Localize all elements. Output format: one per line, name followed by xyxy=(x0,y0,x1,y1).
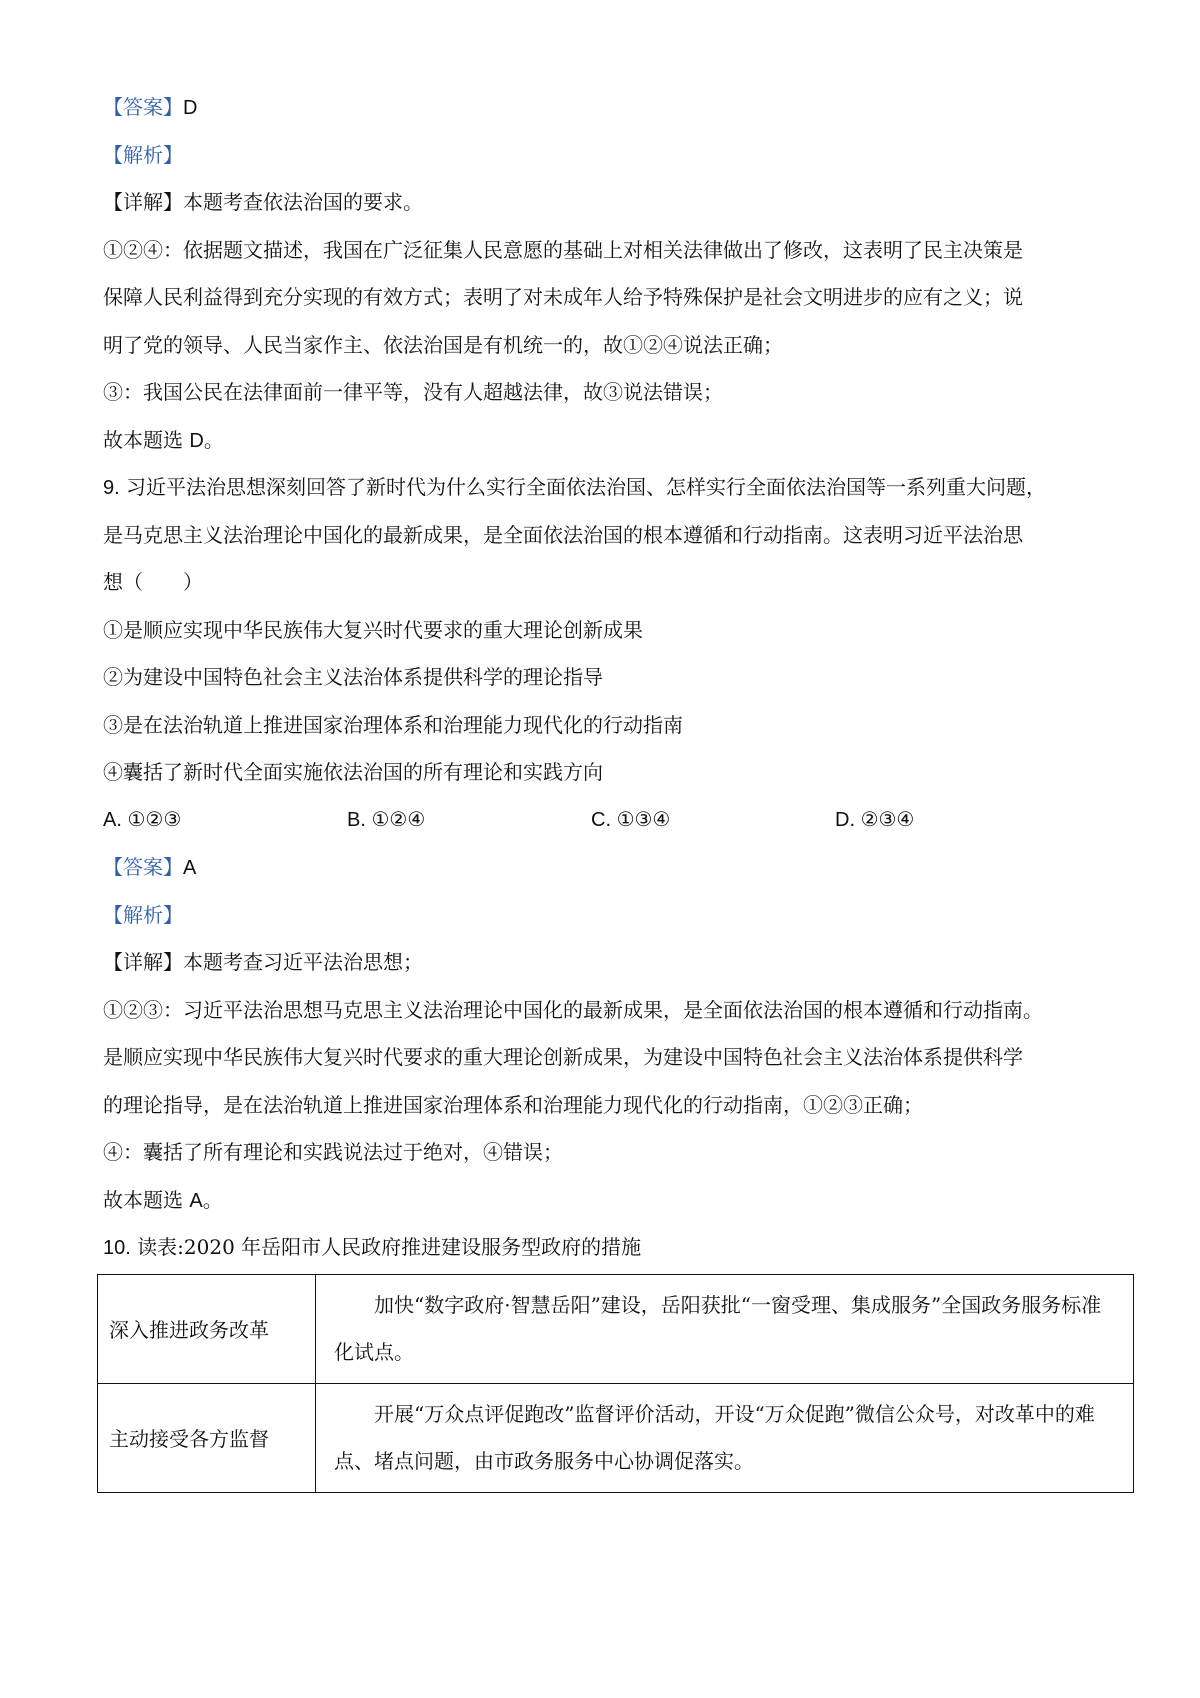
conclusion-end: 。 xyxy=(203,427,224,452)
q9-analysis-line xyxy=(103,892,1143,940)
analysis-tag: 【解析】 xyxy=(103,902,183,927)
detail-text: 本题考查依法治国的要求。 xyxy=(183,190,423,214)
option-text: ①②④ xyxy=(371,808,426,831)
answer-tag: 【答案】 xyxy=(103,95,183,119)
measures-table xyxy=(97,1274,1134,1493)
option-c xyxy=(591,797,835,845)
answer-value: A xyxy=(183,857,197,879)
table-row xyxy=(98,1383,1134,1492)
question-number: 10. xyxy=(103,1237,131,1259)
conclusion-end: 。 xyxy=(202,1187,223,1212)
option-letter: C. xyxy=(591,808,611,831)
stem-text: 习近平法治思想深刻回答了新时代为什么实行全面依法治国、怎样实行全面依法治国等一系列重大问题， xyxy=(126,475,1047,499)
q9-statement: ④囊括了新时代全面实施依法治国的所有理论和实践方向 xyxy=(103,760,603,784)
option-letter: A. xyxy=(103,808,122,831)
q8-explanation-line: ③：我国公民在法律面前一律平等，没有人超越法律，故③说法错误； xyxy=(103,380,723,404)
q9-statement: ①是顺应实现中华民族伟大复兴时代要求的重大理论创新成果 xyxy=(103,617,643,642)
q8-detail-line xyxy=(103,179,1143,227)
option-d xyxy=(835,797,1079,845)
q8-answer-line xyxy=(103,84,1143,132)
measure-category: 深入推进政务改革 xyxy=(98,1274,316,1383)
option-text: ②③④ xyxy=(860,808,915,831)
table-row xyxy=(98,1274,1134,1383)
q9-explanation-line: 的理论指导，是在法治轨道上推进国家治理体系和治理能力现代化的行动指南，①②③正确； xyxy=(103,1092,923,1117)
option-text: ①③④ xyxy=(616,808,671,831)
q8-explanation-line: ①②④：依据题文描述，我国在广泛征集人民意愿的基础上对相关法律做出了修改，这表明了民主决策是 xyxy=(103,237,1023,262)
q9-stem-line xyxy=(103,464,1143,512)
document-page xyxy=(103,84,1143,1493)
question-number: 9. xyxy=(103,477,120,499)
q9-conclusion-line xyxy=(103,1177,1143,1225)
measure-category: 主动接受各方监督 xyxy=(98,1383,316,1492)
analysis-tag: 【解析】 xyxy=(103,142,183,167)
stem-text: 读表:2020 年岳阳市人民政府推进建设服务型政府的措施 xyxy=(137,1235,642,1259)
answer-value: D xyxy=(183,97,198,119)
q8-analysis-line xyxy=(103,132,1143,180)
option-b xyxy=(347,797,591,845)
detail-tag: 【详解】 xyxy=(103,190,183,214)
q9-options xyxy=(103,797,1143,845)
measure-content: 开展“万众点评促跑改”监督评价活动，开设“万众促跑”微信公众号，对改革中的难点、堵点问题，由市政务服务中心协调促落实。 xyxy=(316,1383,1134,1492)
option-letter: B. xyxy=(347,808,366,831)
option-letter: D. xyxy=(835,808,855,831)
measure-content: 加快“数字政府·智慧岳阳”建设，岳阳获批“一窗受理、集成服务”全国政务服务标准化试点。 xyxy=(316,1274,1134,1383)
q9-stem-line: 是马克思主义法治理论中国化的最新成果，是全面依法治国的根本遵循和行动指南。这表明习近平法治思 xyxy=(103,522,1023,547)
q9-explanation-line: ④：囊括了所有理论和实践说法过于绝对，④错误； xyxy=(103,1140,563,1164)
q8-conclusion-line xyxy=(103,417,1143,465)
conclusion-letter: A xyxy=(189,1189,203,1212)
conclusion-letter: D xyxy=(189,429,204,452)
conclusion-text: 故本题选 xyxy=(103,427,190,452)
q9-statement: ②为建设中国特色社会主义法治体系提供科学的理论指导 xyxy=(103,665,603,689)
q9-statement: ③是在法治轨道上推进国家治理体系和治理能力现代化的行动指南 xyxy=(103,712,683,737)
option-a xyxy=(103,797,347,845)
q9-explanation-line: ①②③：习近平法治思想马克思主义法治理论中国化的最新成果，是全面依法治国的根本遵循和行动指南。 xyxy=(103,997,1043,1022)
detail-text: 本题考查习近平法治思想； xyxy=(183,950,423,974)
q9-explanation-line: 是顺应实现中华民族伟大复兴时代要求的重大理论创新成果，为建设中国特色社会主义法治体系提供科学 xyxy=(103,1045,1023,1069)
answer-tag: 【答案】 xyxy=(103,855,183,879)
q9-detail-line xyxy=(103,939,1143,987)
q9-answer-line xyxy=(103,844,1143,892)
q9-stem-line: 想（ ） xyxy=(103,570,203,594)
option-text: ①②③ xyxy=(127,808,182,831)
detail-tag: 【详解】 xyxy=(103,950,183,974)
q8-explanation-line: 保障人民利益得到充分实现的有效方式；表明了对未成年人给予特殊保护是社会文明进步的应有之义；说 xyxy=(103,285,1023,309)
conclusion-text: 故本题选 xyxy=(103,1187,190,1212)
q8-explanation-line: 明了党的领导、人民当家作主、依法治国是有机统一的，故①②④说法正确； xyxy=(103,332,783,357)
q10-stem-line xyxy=(103,1224,1143,1272)
